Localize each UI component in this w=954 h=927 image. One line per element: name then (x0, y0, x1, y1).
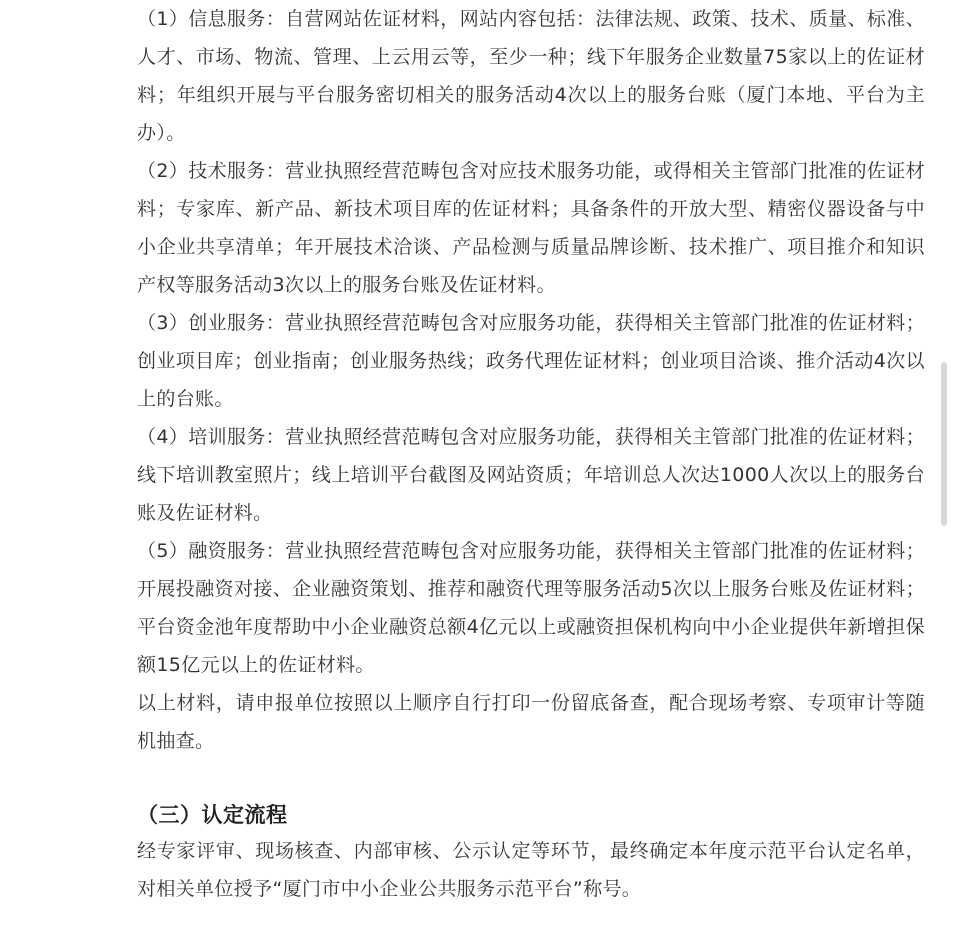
process-paragraph: 经专家评审、现场核查、内部审核、公示认定等环节，最终确定本年度示范平台认定名单，对相关单位授予“厦门市中小企业公共服务示范平台”称号。 (137, 840, 925, 900)
article-body (137, 0, 925, 908)
materials-note-paragraph: 以上材料，请申报单位按照以上顺序自行打印一份留底备查，配合现场考察、专项审计等随机抽查。 (137, 692, 925, 752)
scrollbar-thumb[interactable] (941, 362, 947, 526)
training-service-paragraph: （4）培训服务：营业执照经营范畴包含对应服务功能，获得相关主管部门批准的佐证材料；线下培训教室照片；线上培训平台截图及网站资质；年培训总人次达1000人次以上的服务台账及佐证材料。 (137, 426, 925, 524)
tech-service-paragraph: （2）技术服务：营业执照经营范畴包含对应技术服务功能，或得相关主管部门批准的佐证材料；专家库、新产品、新技术项目库的佐证材料；具备条件的开放大型、精密仪器设备与中小企业共享清单；年开展技术洽谈、产品检测与质量品牌诊断、技术推广、项目推介和知识产权等服务活动3次以上的服务台账及佐证材料。 (137, 160, 925, 296)
financing-service-paragraph: （5）融资服务：营业执照经营范畴包含对应服务功能，获得相关主管部门批准的佐证材料；开展投融资对接、企业融资策划、推荐和融资代理等服务活动5次以上服务台账及佐证材料；平台资金池年度帮助中小企业融资总额4亿元以上或融资担保机构向中小企业提供年新增担保额15亿元以上的佐证材料。 (137, 540, 925, 676)
info-service-paragraph: （1）信息服务：自营网站佐证材料，网站内容包括：法律法规、政策、技术、质量、标准、人才、市场、物流、管理、上云用云等，至少一种；线下年服务企业数量75家以上的佐证材料；年组织开展与平台服务密切相关的服务活动4次以上的服务台账（厦门本地、平台为主办）。 (137, 8, 925, 144)
section-title: （三）认定流程 (137, 803, 288, 827)
startup-service-paragraph: （3）创业服务：营业执照经营范畴包含对应服务功能，获得相关主管部门批准的佐证材料；创业项目库；创业指南；创业服务热线；政务代理佐证材料；创业项目洽谈、推介活动4次以上的台账。 (137, 312, 925, 410)
